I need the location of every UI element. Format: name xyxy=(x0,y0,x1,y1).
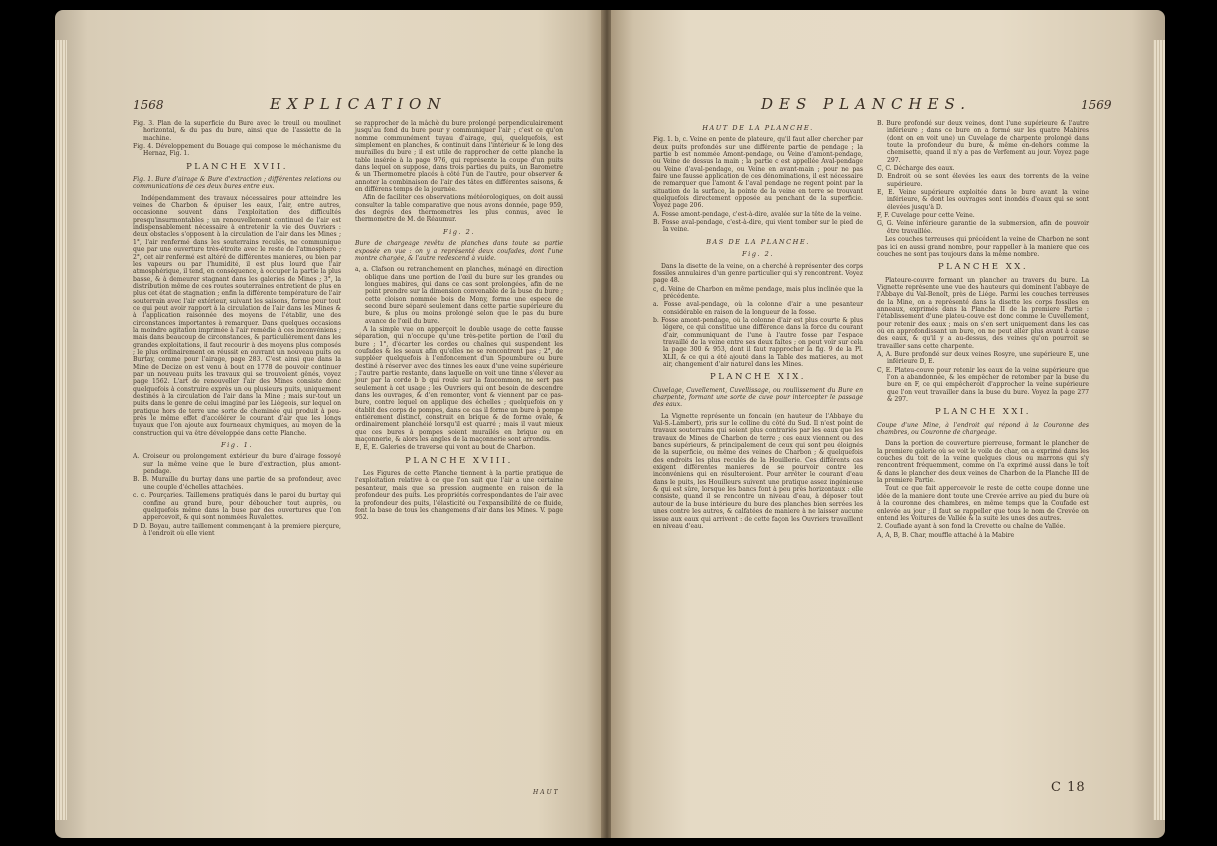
figure-heading: Fig. 1. xyxy=(221,441,253,450)
entry: a, a. Clafson ou retranchement en planches, ménagé en direction oblique dans une portion de l'œil du bure sur les grandes ou longues mabires, qui dans ce cas sont prolongées, afin de ne point prendre sur la dimension convenable de la buse du bure ; cette cloison nommée bois de Mony, forme une espece de second bure séparé seulement dans cette partie supérieure du bure, & plus ou moins prolongé selon que le pas du bure avance de l'œil du bure. xyxy=(355,266,563,325)
entry: b. Fosse amont-pendage, où la colonne d'air est plus courte & plus légere, ce qui constitue une différence dans la force du courant d'air, communiquant de l'une à l'autre fosse par l'espace travaillé de la veine entre ses deux faîtes ; on peut voir sur cela la page 300 & 953, dont il faut rapprocher la fig. 9 de la Pl. XLII, & ce qui a été ajouté dans la Table des matieres, au mot air, changement d'air naturel dans les Mines. xyxy=(653,316,863,368)
figure-heading: Fig. 2. xyxy=(443,227,475,236)
plate-heading: PLANCHE XIX. xyxy=(710,372,806,383)
entry: G, G. Veine inférieure garantie de la submersion, afin de pouvoir être travaillée. xyxy=(877,220,1089,235)
entry: B. B. Muraille du burtay dans une partie de sa profondeur, avec une couple d'échelles attachées. xyxy=(133,476,341,491)
figure-caption: Cuvelage, Cuvellement, Cuvellissage, ou rouliissement du Bure en charpente, formant une sorte de cuve pour intercepter le passage des eaux. xyxy=(653,386,863,409)
entry: c. c. Pourçaries. Taillemens pratiqués dans le paroi du burtay qui confine au grand bure, pour déboucher tout auprès, ou quelquefois même dans la buse par des ouvertures que l'on appercevoit, & qui sont nommées Ruvalettes. xyxy=(133,492,341,522)
figure-caption: Bure de chargeage revêtu de planches dans toute sa partie exposée en vue : on y a représenté deux coufades, dont l'une montre chargée, & l'autre redescend à vuide. xyxy=(355,240,563,262)
page-number-right: 1569 xyxy=(1081,98,1112,112)
entry: Fig. 3. Plan de la superficie du Bure avec le treuil ou moulinet horizontal, & du pas du bure, ainsi que de l'assiette de la machine. xyxy=(133,120,341,142)
figure-caption: Fig. 1. Bure d'airage & Bure d'extraction ; différentes relations ou communications de ces deux bures entre eux. xyxy=(133,176,341,191)
running-head-right: DES PLANCHES. xyxy=(761,95,972,113)
entry: D. Endroit où se sont élevées les eaux des torrents de la veine supérieure. xyxy=(877,173,1089,188)
entry: c, d. Veine de Charbon en même pendage, mais plus inclinée que la précédente. xyxy=(653,285,863,300)
paragraph: Tout ce que fait appercevoir le reste de cette coupe donne une idée de la maniere dont toute une Crevée arrive au pied du bure où à la couronne des chambres, en même temps que la Coufade est enlevée au jour ; il faut se rappeller que tous le nom de Crevée on entend les Voitures de Vallée & la suite les unes des autres. xyxy=(877,485,1089,522)
left-column-2 xyxy=(355,120,563,523)
entry: a. Fosse aval-pendage, où la colonne d'air a une pesanteur considérable en raison de la longueur de la fosse. xyxy=(653,301,863,316)
paragraph: La Vignette représente un foncain (en hauteur de l'Abbaye du Val-S.-Lambert), pris sur le colline du côté du Sud. Il n'est point de travaux souterrains qui soient plus contrariés par les eaux que les travaux de Mines de Charbon de terre ; ces eaux viennent ou des bancs supérieurs, & principalement de ceux qui sont peu éloignés de la superficie, ou même des veines de Charbon ; & quelquefois des endroits les plus reculés de la Houillerie. Ces différents cas exigent différentes manieres de se pourvoir contre les inconvéniens qui en résulteroient. Pour arrêter le courant d'eau dans le puits, les Houilleurs suivent une pratique assez ingénieuse & qui est sûre, lorsque les bancs font à peu près horizontaux : elle consiste, quand il se rencontre un niveau d'eau, à déposer tout autour de la buse intérieure du bure des planches bien serrées les unes contre les autres, & calfatées de maniere à ne laisser aucune issue aux eaux qui arrivent : de cette façon les Ouvriers travaillent en niveau d'eau. xyxy=(653,412,863,530)
section-heading: BAS DE LA PLANCHE. xyxy=(706,237,810,246)
entry: D D. Boyau, autre taillement commençant à la premiere pierçure, à l'endroit où elle vient xyxy=(133,522,341,537)
right-column-1 xyxy=(653,120,863,531)
running-head-left: EXPLICATION xyxy=(270,95,447,113)
entry: E, E. Veine supérieure exploitée dans le bure avant la veine inférieure, & dont les ouvrages sont inondés d'eaux qui se sont élevées jusqu'à D. xyxy=(877,189,1089,211)
signature-mark: C 18 xyxy=(1051,780,1086,795)
entry: A, A, B, B. Char, mouffle attaché à la Mabire xyxy=(877,531,1015,539)
paragraph: se rapprocher de la mâchè du bure prolongé perpendiculairement jusqu'au fond du bure pour y communiquer l'air ; c'est ce qu'on nomme communément tuyau d'airage, qui, quelquefois, est simplement en planches, & continuit dans l'intérieur & le long des murailles du bure ; il est utile de rapprocher de cette planche la table insérée à la page 976, qui représente la coupe d'un puits dans lequel on suppose, dans trois parties du puits, un Barometre & un Thermometre placés à côté l'un de l'autre, pour observer & annoter la combinaison de l'air des tâtes en différentes saisons, & en différens temps de la journée. xyxy=(355,120,563,194)
left-column-1 xyxy=(133,120,341,538)
entry: C, E. Plateu-couve pour retenir les eaux de la veine supérieure que l'on a abandonnée, & les empêcher de retomber par la buse du bure en F, ce qui empêcheroit d'approcher la veine supérieure que l'on veut travailler dans la buse du bure. Voyez la page 277 & 297. xyxy=(877,366,1089,404)
paragraph: A la simple vue on apperçoit le double usage de cette fausse séparation, qui n'occupe qu'une très-petite portion de l'œil du bure ; 1°, d'écarter les cordes ou chaînes qui suspendent les coufades & les seaux afin qu'elles ne se rencontrent pas ; 2°, de suppléer quelquefois à l'enfoncement d'un Spoumbure ou bure destiné à réserver avec des tinnes les eaux d'une veine supérieure ; l'autre partie restante, dans laquelle on voit une tinne s'élever au jour par la corde b b qui roule sur la faucommon, ne sert pas seulement à cet usage ; les Ouvriers qui ont besoin de descendre dans les ouvrages, & d'en remonter, vont & viennent par ce pas-bure, contre lequel on applique des échelles ; quelquefois on y établit des corps de pompes, dans ce cas il forme un bure à pompe entiérement distinct, construit en brique & de forme ovale, & ordinairement planchéié lorsqu'il est quarré ; mais il vaut mieux que ces bures à pompes soient murailés en brique ou en maçonnerie, & alors les angles de la maçonnerie sont arrondis. xyxy=(355,325,563,444)
paragraph: Dans la disette de la veine, on a cherché à représenter des corps fossiles annulaires d'un genre particulier qui s'y rencontrent. Voyez page 48. xyxy=(653,262,863,285)
entry: A. Fosse amont-pendage, c'est-à-dire, avalée sur la tête de la veine. xyxy=(653,210,862,218)
section-heading: HAUT DE LA PLANCHE. xyxy=(702,124,814,132)
paragraph: Fig. 1. b, c. Veine en pente de plateure, qu'il faut aller chercher par deux puits profondés sur une différente partie de pendage ; la partie b est nommée Amont-pendage, ou Veine d'amont-pendage, ou Veine de dessus la main ; la partie c est appellée Aval-pendage ou Veine d'aval-pendage, ou Veine en avant-main ; pour ne pas faire une fausse application de ces dénominations, il est nécessaire de remarquer que l'amont & l'aval pendage ne regent point par la situation de la surface, la pointe de la veine en terre se trouvant quelquefois directement opposée au penchant de la superficie. Voyez page 206. xyxy=(653,136,863,210)
figure-caption: Coupe d'une Mine, à l'endroit qui répond à la Couronne des chambres, ou Couronne de chargeage. xyxy=(877,421,1089,437)
catchword: HAUT xyxy=(533,789,560,796)
entry: E, E, E. Galeries de traverse qui vont au bout de Charbon. xyxy=(355,444,536,452)
paragraph: Afin de faciliter ces observations météorologiques, on doit aussi consulter la table comparative que nous avons donnée, page 959, des degrés des thermometres les plus connus, avec le thermometre de M. de Réaumur. xyxy=(355,194,563,224)
paragraph: Les couches terreuses qui précédent la veine de Charbon ne sont pas ici en aussi grand nombre, pour rappeller à la maniere que ces couches ne sont pas toujours dans la même nombre. xyxy=(877,236,1089,258)
plate-heading: PLANCHE XXI. xyxy=(935,407,1031,418)
right-page xyxy=(611,10,1165,838)
page-edge-right xyxy=(1153,40,1165,820)
entry: B. Fosse aval-pendage, c'est-à-dire, qui vient tomber sur le pied de la veine. xyxy=(653,219,863,234)
open-book xyxy=(55,10,1165,838)
entry: A. Croiseur ou prolongement extérieur du bure d'airage fossoyé sur la même veine que le bure d'extraction, plus amont-pendage. xyxy=(133,453,341,476)
plate-heading: PLANCHE XVIII. xyxy=(405,455,513,466)
entry: Fig. 4. Développement du Bouage qui compose le méchanisme du Hernaz, Fig. 1. xyxy=(133,143,341,158)
page-edge-left xyxy=(55,40,67,820)
plate-heading: PLANCHE XX. xyxy=(937,262,1029,273)
plate-heading: PLANCHE XVII. xyxy=(186,161,288,172)
entry: C, C. Décharge des eaux. xyxy=(877,165,955,173)
paragraph: Indépendamment des travaux nécessaires pour atteindre les veines de Charbon & épuiser les eaux, l'air, entre autres, occasionne souvent dans l'exploitation des difficultés presqu'insurmontables ; un renouvellement continuel de l'air est indispensablement nécessaire à entretenir la vie des Ouvriers : deux obstacles s'opposent à la circulation de l'air dans les Mines ; 1°, l'air renfermé dans les souterrains reculés, ne communique que par une ouverture très-étroite avec le reste de l'atmosphere ; 2°, cet air renfermé est altéré de différentes manieres, ou bien par les vapeurs ou par l'humidité, il est plus lourd que l'air atmosphérique, il tend, en conséquence, à occuper la partie la plus basse, & à demeurer stagnant dans les galeries de Mines ; 3°, la distribution même de ces routes souterraines entretient de plus en plus cet état de stagnation ; enfin la différente température de l'air souterrain avec l'air extérieur, suivant les saisons, forme pour tout ce qui peut avoir rapport à la circulation de l'air dans les Mines & à l'application raisonnée des moyens de l'établir, une des circonstances importantes à remarquer. Dans quelques occasions la moindre agitation imprimée à l'air remédie à ces inconvéniens ; mais dans beaucoup de circonstances, & particuliérement dans les grandes exploitations, il faut recourir à des moyens plus composés ; le plus ordinairement on réussit en ouvrant un nouveau puits ou Burtay, comme pour l'airage, page 283. C'est ainsi que dans la Mine de Decize on est venu à bout en 1778 de pouvoir continuer par un nouveau puits les travaux qui se trouvoient gênés, voyez page 1562. L'art de renouveller l'air des Mines consiste donc quelquefois à construire exprès un ou plusieurs puits, uniquement destinés à la circulation de l'air dans la Mine ; mais sur-tout un puits dans le genre de celui imaginé par les Liégeois, sur lequel on pratique hors de terre une sorte de cheminée qui produit à peu-près le même effet d'accélérer le courant d'air que les longs tuyaux que l'on ajoute aux fourneaux chymiques, au moyen de la construction qui va être développée dans cette Planche. xyxy=(133,194,341,437)
left-page xyxy=(55,10,603,838)
paragraph: Dans la portion de couverture pierreuse, formant le plancher de la premiere galerie où se voit le voile de char, on a exprimé dans les couches du toit de la veine quelques clous ou marrons qui s'y rencontrent fréquemment, comme on l'a exprimé aussi dans le toit & dans le plancher des deux veines de Charbon de la Planche III de la premiere Partie. xyxy=(877,440,1089,485)
entry: 2. Coufiade ayant à son fond la Crevette ou chaîne de Vallée. xyxy=(877,523,1066,531)
page-number-left: 1568 xyxy=(133,98,164,112)
paragraph: Plateure-couvre formant un plancher au travers du bure. La Vignette représente une vue des hauteurs qui dominent l'abbaye de l'Abbaye du Val-Benoît, près de Liége. Parmi les couches terreuses de la Mine, on a représenté dans la disette les corps fossiles en anneaux, exprimés dans la Planche II de la premiere Partie : l'établissement d'une plateu-couve est donc comme le Cuvellement, pour retenir des eaux ; mais on s'en sert uniquement dans les cas où en approfondissant un bure, on ne peut aller plus avant à cause des eaux, & qu'il y a au-dessus, des veines qu'on pourroit se travailler sans cette charpente. xyxy=(877,276,1089,350)
paragraph: Les Figures de cette Planche tiennent à la partie pratique de l'exploitation relative à ce que l'on sait que l'air a une certaine pesanteur, mais que sa pression augmente en raison de la profondeur des puits. Les propriétés correspondantes de l'air avec la profondeur des puits, l'élasticité ou l'expansibilité de ce fluide, font la base de tous les changemens d'air dans les Mines. V. page 952. xyxy=(355,470,563,522)
right-column-2 xyxy=(877,120,1089,540)
entry: B. Bure profondé sur deux veines, dont l'une supérieure & l'autre inférieure ; dans ce bure on a formé sur les quatre Mabires (dont on en voit une) un Cuvelage de charpente prolongé dans toute la profondeur du bure, & même en-dehors comme la chemisette, quand il n'y a pas de Verfement au jour. Voyez page 297. xyxy=(877,120,1089,164)
entry: F, F. Cuvelage pour cette Veine. xyxy=(877,212,975,220)
entry: A, A. Bure profondé sur deux veines Rosyre, une supérieure E, une inférieure D, E. xyxy=(877,350,1089,366)
figure-heading: Fig. 2. xyxy=(742,250,774,259)
